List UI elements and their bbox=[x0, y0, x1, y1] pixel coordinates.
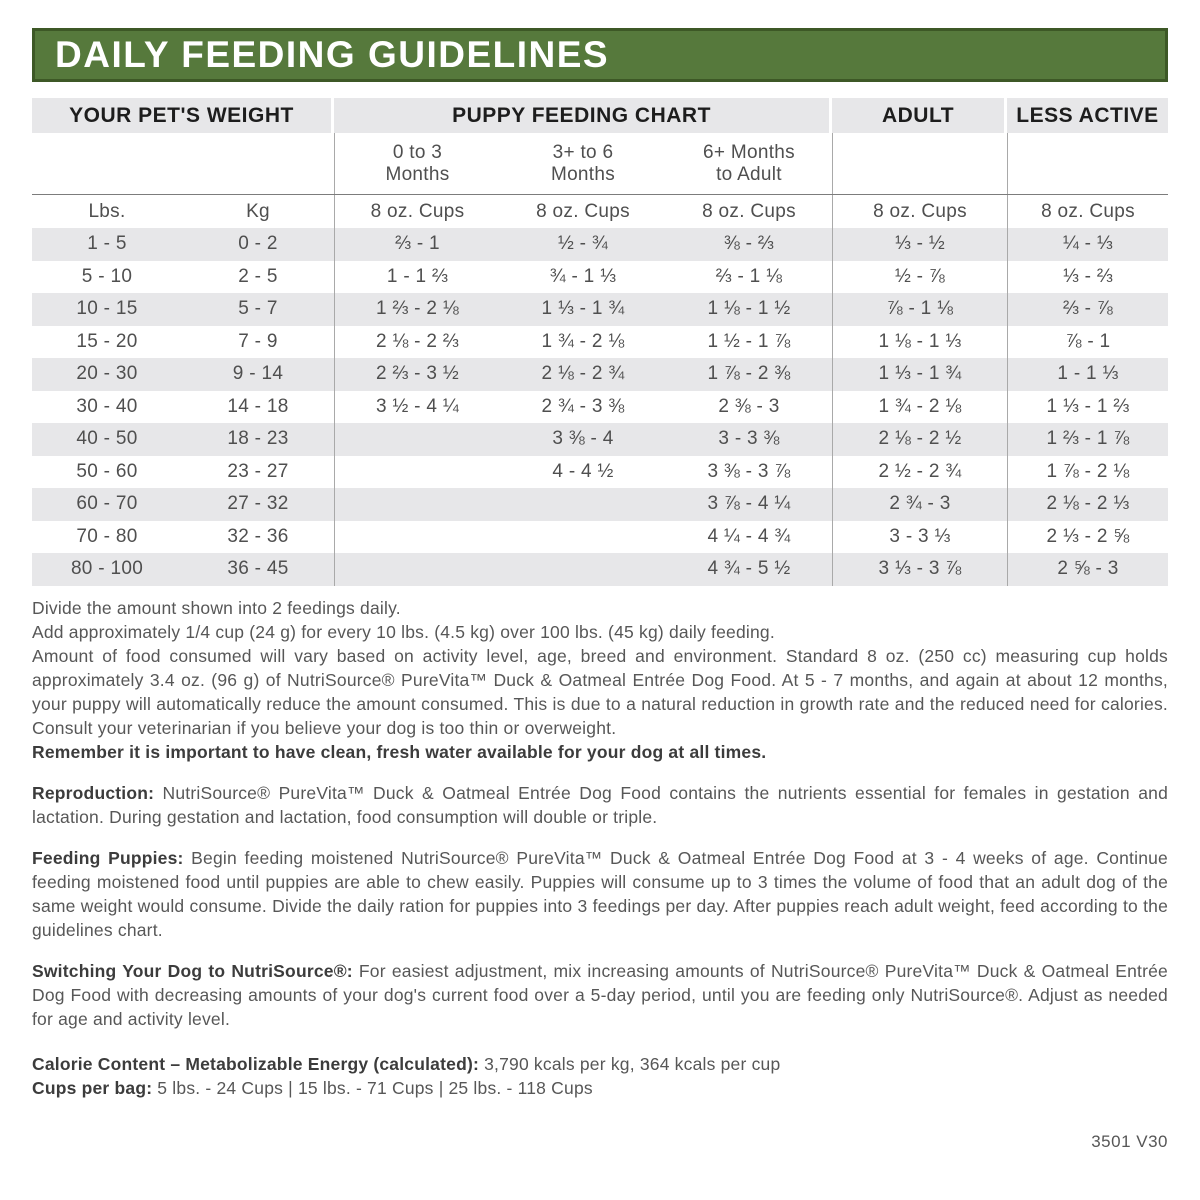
section-feeding-puppies bbox=[32, 846, 1168, 942]
cell-3-6-months: 4 - 4 ½ bbox=[552, 460, 614, 482]
cell-0-3-months bbox=[334, 456, 500, 489]
header-puppy-feeding-chart: PUPPY FEEDING CHART bbox=[334, 98, 829, 133]
cell-6-months-to-adult: 1 ⅛ - 1 ½ bbox=[707, 298, 791, 320]
cell-0-3-months bbox=[334, 488, 500, 521]
note-add-quarter-cup: Add approximately 1/4 cup (24 g) for every 10 lbs. (4.5 kg) over 100 lbs. (45 kg) daily feeding. bbox=[32, 621, 775, 642]
cell-6-months-to-adult: 4 ¼ - 4 ¾ bbox=[707, 525, 791, 547]
cell-0-3-months: 2 ⅛ - 2 ⅔ bbox=[334, 326, 500, 359]
cell-adult: 2 ¾ - 3 bbox=[832, 488, 1007, 521]
age-col-line2: Months bbox=[550, 163, 616, 185]
cell-3-6-months: 2 ¾ - 3 ⅜ bbox=[541, 395, 625, 417]
table-row bbox=[32, 391, 1168, 424]
age-col-line1: 3+ to 6 bbox=[552, 141, 614, 163]
cell-weight-lbs: 5 - 10 bbox=[81, 265, 133, 287]
cell-less-active: 1 ⅓ - 1 ⅔ bbox=[1007, 391, 1168, 424]
age-col-line2: Months bbox=[385, 163, 450, 185]
age-col-line1: 6+ Months bbox=[703, 141, 795, 163]
section-lead: Feeding Puppies: bbox=[32, 847, 184, 868]
cell-3-6-months: ¾ - 1 ⅓ bbox=[549, 265, 617, 287]
table-row bbox=[32, 521, 1168, 554]
cell-6-months-to-adult: 1 ⅞ - 2 ⅜ bbox=[707, 363, 791, 385]
cell-0-3-months: 3 ½ - 4 ¼ bbox=[334, 391, 500, 424]
cell-weight-kg: 9 - 14 bbox=[232, 363, 284, 385]
section-switching bbox=[32, 959, 1168, 1031]
unit-cups-3-6: 8 oz. Cups bbox=[536, 200, 630, 222]
cell-weight-lbs: 1 - 5 bbox=[87, 233, 127, 255]
cell-6-months-to-adult: 2 ⅜ - 3 bbox=[718, 395, 780, 417]
page-title: DAILY FEEDING GUIDELINES bbox=[55, 34, 610, 75]
feeding-table bbox=[32, 98, 1168, 586]
age-col-3-6-months bbox=[500, 133, 666, 194]
spacer-adult bbox=[832, 133, 1007, 194]
cell-weight-lbs: 30 - 40 bbox=[76, 395, 138, 417]
age-col-line1: 0 to 3 bbox=[392, 141, 443, 163]
spacer-kg bbox=[182, 133, 334, 194]
cell-less-active: 2 ⅛ - 2 ⅓ bbox=[1007, 488, 1168, 521]
cell-3-6-months bbox=[500, 553, 666, 586]
calorie-block bbox=[32, 1052, 1168, 1100]
cell-weight-kg: 27 - 32 bbox=[227, 493, 289, 515]
note-fresh-water: Remember it is important to have clean, fresh water available for your dog at all times. bbox=[32, 741, 767, 762]
cell-weight-lbs: 80 - 100 bbox=[70, 558, 144, 580]
cell-0-3-months bbox=[334, 521, 500, 554]
section-text: For easiest adjustment, mix increasing amounts of NutriSource® PureVita™ Duck & Oatmeal Entrée Dog Food with decreasing amounts of your dog's current food over a 5-day period, until you are feeding only NutriSource®. Adjust as needed for age and activity level. bbox=[32, 960, 1168, 1029]
cell-less-active: 1 ⅞ - 2 ⅛ bbox=[1007, 456, 1168, 489]
units-row bbox=[32, 194, 1168, 228]
cell-weight-lbs: 40 - 50 bbox=[76, 428, 138, 450]
table-group-header-row bbox=[32, 98, 1168, 133]
table-row bbox=[32, 358, 1168, 391]
cell-3-6-months: 3 ⅜ - 4 bbox=[552, 428, 614, 450]
cell-weight-kg: 7 - 9 bbox=[238, 330, 278, 352]
cell-weight-kg: 5 - 7 bbox=[238, 298, 278, 320]
section-lead: Switching Your Dog to NutriSource®: bbox=[32, 960, 353, 981]
age-col-6-months-to-adult bbox=[666, 133, 832, 194]
cell-adult: 2 ½ - 2 ¾ bbox=[832, 456, 1007, 489]
cell-6-months-to-adult: ⅜ - ⅔ bbox=[723, 233, 775, 255]
unit-kg: Kg bbox=[246, 200, 270, 222]
spacer-lbs bbox=[32, 133, 182, 194]
cell-0-3-months: 2 ⅔ - 3 ½ bbox=[334, 358, 500, 391]
cell-3-6-months bbox=[500, 488, 666, 521]
cell-weight-lbs: 60 - 70 bbox=[76, 493, 138, 515]
cell-0-3-months: ⅔ - 1 bbox=[334, 228, 500, 261]
cell-weight-kg: 14 - 18 bbox=[227, 395, 289, 417]
cell-less-active: ¼ - ⅓ bbox=[1007, 228, 1168, 261]
cell-adult: 3 ⅓ - 3 ⅞ bbox=[832, 553, 1007, 586]
cell-3-6-months: 2 ⅛ - 2 ¾ bbox=[541, 363, 625, 385]
cell-6-months-to-adult: 3 - 3 ⅜ bbox=[718, 428, 780, 450]
cell-adult: 2 ⅛ - 2 ½ bbox=[832, 423, 1007, 456]
note-divide-feedings: Divide the amount shown into 2 feedings daily. bbox=[32, 597, 401, 618]
table-row bbox=[32, 326, 1168, 359]
header-less-active: LESS ACTIVE bbox=[1007, 98, 1168, 133]
unit-cups-6-adult: 8 oz. Cups bbox=[702, 200, 796, 222]
header-adult: ADULT bbox=[832, 98, 1004, 133]
cell-weight-lbs: 70 - 80 bbox=[76, 525, 138, 547]
table-row bbox=[32, 488, 1168, 521]
section-text: Begin feeding moistened NutriSource® PureVita™ Duck & Oatmeal Entrée Dog Food at 3 - 4 weeks of age. Continue feeding moistened food until puppies are able to chew easily. Puppies will consume up to 3 times the volume of food that an adult dog of the same weight would consume. Divide the daily ration for puppies into 3 feedings per day. After puppies reach adult weight, feed according to the guidelines chart. bbox=[32, 847, 1168, 940]
cups-text: 5 lbs. - 24 Cups | 15 lbs. - 71 Cups | 25 lbs. - 118 Cups bbox=[152, 1077, 593, 1098]
cups-per-bag-line bbox=[32, 1076, 1168, 1100]
cell-0-3-months: 1 ⅔ - 2 ⅛ bbox=[334, 293, 500, 326]
cell-adult: 1 ¾ - 2 ⅛ bbox=[832, 391, 1007, 424]
unit-cups-adult: 8 oz. Cups bbox=[832, 195, 1007, 228]
cell-weight-lbs: 50 - 60 bbox=[76, 460, 138, 482]
cell-adult: ⅞ - 1 ⅛ bbox=[832, 293, 1007, 326]
cell-weight-lbs: 20 - 30 bbox=[76, 363, 138, 385]
header-your-pets-weight: YOUR PET'S WEIGHT bbox=[32, 98, 331, 133]
cell-adult: ½ - ⅞ bbox=[832, 261, 1007, 294]
cell-less-active: ⅞ - 1 bbox=[1007, 326, 1168, 359]
cell-adult: 1 ⅓ - 1 ¾ bbox=[832, 358, 1007, 391]
cell-weight-lbs: 15 - 20 bbox=[76, 330, 138, 352]
cell-0-3-months bbox=[334, 553, 500, 586]
cell-3-6-months: 1 ⅓ - 1 ¾ bbox=[541, 298, 625, 320]
cell-3-6-months: 1 ¾ - 2 ⅛ bbox=[541, 330, 625, 352]
cell-weight-kg: 2 - 5 bbox=[238, 265, 278, 287]
spacer-less-active bbox=[1007, 133, 1168, 194]
table-row bbox=[32, 228, 1168, 261]
age-col-0-3-months bbox=[334, 133, 500, 194]
cell-less-active: 2 ⅓ - 2 ⅝ bbox=[1007, 521, 1168, 554]
unit-lbs: Lbs. bbox=[88, 200, 126, 222]
cell-weight-kg: 36 - 45 bbox=[227, 558, 289, 580]
cell-6-months-to-adult: 3 ⅞ - 4 ¼ bbox=[707, 493, 791, 515]
calorie-lead: Calorie Content – Metabolizable Energy (calculated): bbox=[32, 1053, 480, 1074]
age-col-line2: to Adult bbox=[716, 163, 782, 185]
cell-less-active: ⅔ - ⅞ bbox=[1007, 293, 1168, 326]
cell-less-active: ⅓ - ⅔ bbox=[1007, 261, 1168, 294]
section-reproduction bbox=[32, 781, 1168, 829]
table-row bbox=[32, 423, 1168, 456]
title-bar bbox=[32, 28, 1168, 82]
cell-0-3-months: 1 - 1 ⅔ bbox=[334, 261, 500, 294]
calorie-text: 3,790 kcals per kg, 364 kcals per cup bbox=[479, 1053, 781, 1074]
cell-6-months-to-adult: 3 ⅜ - 3 ⅞ bbox=[707, 460, 791, 482]
age-subheader-row bbox=[32, 133, 1168, 194]
cell-3-6-months bbox=[500, 521, 666, 554]
table-row bbox=[32, 553, 1168, 586]
cell-weight-lbs: 10 - 15 bbox=[76, 298, 138, 320]
footer-code: 3501 V30 bbox=[1091, 1131, 1168, 1151]
cups-lead: Cups per bag: bbox=[32, 1077, 153, 1098]
cell-less-active: 1 - 1 ⅓ bbox=[1007, 358, 1168, 391]
cell-weight-kg: 0 - 2 bbox=[238, 233, 278, 255]
cell-less-active: 1 ⅔ - 1 ⅞ bbox=[1007, 423, 1168, 456]
section-lead: Reproduction: bbox=[32, 782, 155, 803]
cell-weight-kg: 23 - 27 bbox=[227, 460, 289, 482]
notes-block bbox=[32, 596, 1168, 764]
cell-weight-kg: 32 - 36 bbox=[227, 525, 289, 547]
section-text: NutriSource® PureVita™ Duck & Oatmeal Entrée Dog Food contains the nutrients essential for females in gestation and lactation. During gestation and lactation, food consumption will double or triple. bbox=[32, 782, 1168, 827]
table-row bbox=[32, 261, 1168, 294]
calorie-content-line bbox=[32, 1052, 1168, 1076]
unit-cups-0-3: 8 oz. Cups bbox=[334, 195, 500, 228]
note-amount-varies: Amount of food consumed will vary based on activity level, age, breed and environment. Standard 8 oz. (250 cc) measuring cup holds approximately 3.4 oz. (96 g) of NutriSource® PureVita™ Duck & Oatmeal Entrée Dog Food. At 5 - 7 months, and again at about 12 months, your puppy will automatically reduce the amount consumed. This is due to a natural reduction in growth rate and the reduced need for calories. Consult your veterinarian if you believe your dog is too thin or overweight. bbox=[32, 645, 1168, 738]
cell-weight-kg: 18 - 23 bbox=[227, 428, 289, 450]
cell-adult: 1 ⅛ - 1 ⅓ bbox=[832, 326, 1007, 359]
table-row bbox=[32, 293, 1168, 326]
cell-6-months-to-adult: 1 ½ - 1 ⅞ bbox=[707, 330, 791, 352]
table-body bbox=[32, 228, 1168, 586]
cell-3-6-months: ½ - ¾ bbox=[557, 233, 609, 255]
cell-less-active: 2 ⅝ - 3 bbox=[1007, 553, 1168, 586]
cell-6-months-to-adult: ⅔ - 1 ⅛ bbox=[715, 265, 783, 287]
unit-cups-less-active: 8 oz. Cups bbox=[1007, 195, 1168, 228]
table-row bbox=[32, 456, 1168, 489]
cell-adult: 3 - 3 ⅓ bbox=[832, 521, 1007, 554]
cell-6-months-to-adult: 4 ¾ - 5 ½ bbox=[707, 558, 791, 580]
cell-adult: ⅓ - ½ bbox=[832, 228, 1007, 261]
cell-0-3-months bbox=[334, 423, 500, 456]
